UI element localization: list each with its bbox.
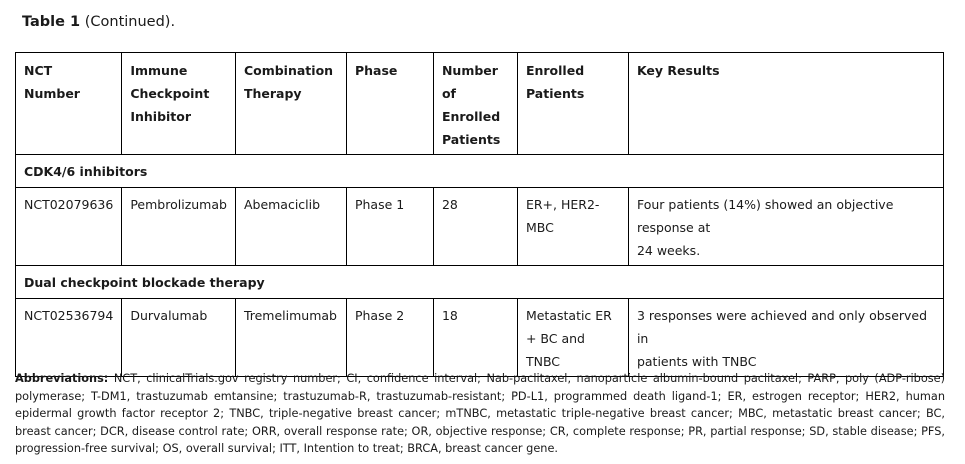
header-row — [16, 53, 944, 155]
cell-enrolled: ER+, HER2- MBC — [517, 188, 628, 266]
table-caption-label: Table 1 — [22, 14, 81, 30]
cell-number: 18 — [433, 299, 517, 377]
section-row — [16, 266, 944, 299]
section-title-dual-checkpoint: Dual checkpoint blockade therapy — [16, 266, 944, 299]
cell-nct: NCT02536794 — [16, 299, 122, 377]
header-immune-checkpoint-inhibitor: Immune Checkpoint Inhibitor — [122, 53, 236, 155]
table-caption-suffix: (Continued). — [84, 14, 176, 30]
cell-results: Four patients (14%) showed an objective response at 24 weeks. — [628, 188, 943, 266]
cell-inhibitor: Durvalumab — [122, 299, 236, 377]
results-table — [15, 52, 944, 377]
cell-phase: Phase 1 — [346, 188, 433, 266]
cell-inhibitor: Pembrolizumab — [122, 188, 236, 266]
header-number-enrolled: Number of Enrolled Patients — [433, 53, 517, 155]
table-row — [16, 188, 944, 266]
table-row — [16, 299, 944, 377]
cell-combination: Abemaciclib — [235, 188, 346, 266]
abbreviations-text: NCT, clinicalTrials.gov registry number; CI, confidence interval; Nab-paclitaxel, nanoparticle albumin-bound paclitaxel; PARP, poly (ADP-ribose) polymerase; T-DM1, trastuzumab emtansine; trastuzumab-R, trastuzumab-resistant; PD-L1, programmed death ligand-1; ER, estrogen receptor; HER2, human epidermal growth factor receptor 2; TNBC, triple-negative breast cancer; mTNBC, metastatic triple-negative breast cancer; MBC, metastatic breast cancer; BC, breast cancer; DCR, disease control rate; ORR, overall response rate; OR, objective response; CR, complete response; PR, partial response; SD, stable disease; PFS, progression-free survival; OS, overall survival; ITT, Intention to treat; BRCA, breast cancer gene. — [15, 372, 946, 455]
header-nct-number: NCT Number — [16, 53, 122, 155]
abbreviations-label: Abbreviations: — [15, 372, 109, 385]
cell-combination: Tremelimumab — [235, 299, 346, 377]
cell-nct: NCT02079636 — [16, 188, 122, 266]
section-row — [16, 155, 944, 188]
header-enrolled-patients: Enrolled Patients — [517, 53, 628, 155]
abbreviations-footnote — [15, 370, 945, 458]
cell-enrolled: Metastatic ER + BC and TNBC — [517, 299, 628, 377]
table-caption — [22, 14, 175, 30]
header-phase: Phase — [346, 53, 433, 155]
cell-results: 3 responses were achieved and only observed in patients with TNBC — [628, 299, 943, 377]
cell-phase: Phase 2 — [346, 299, 433, 377]
cell-number: 28 — [433, 188, 517, 266]
header-key-results: Key Results — [628, 53, 943, 155]
section-title-cdk46: CDK4/6 inhibitors — [16, 155, 944, 188]
header-combination-therapy: Combination Therapy — [235, 53, 346, 155]
